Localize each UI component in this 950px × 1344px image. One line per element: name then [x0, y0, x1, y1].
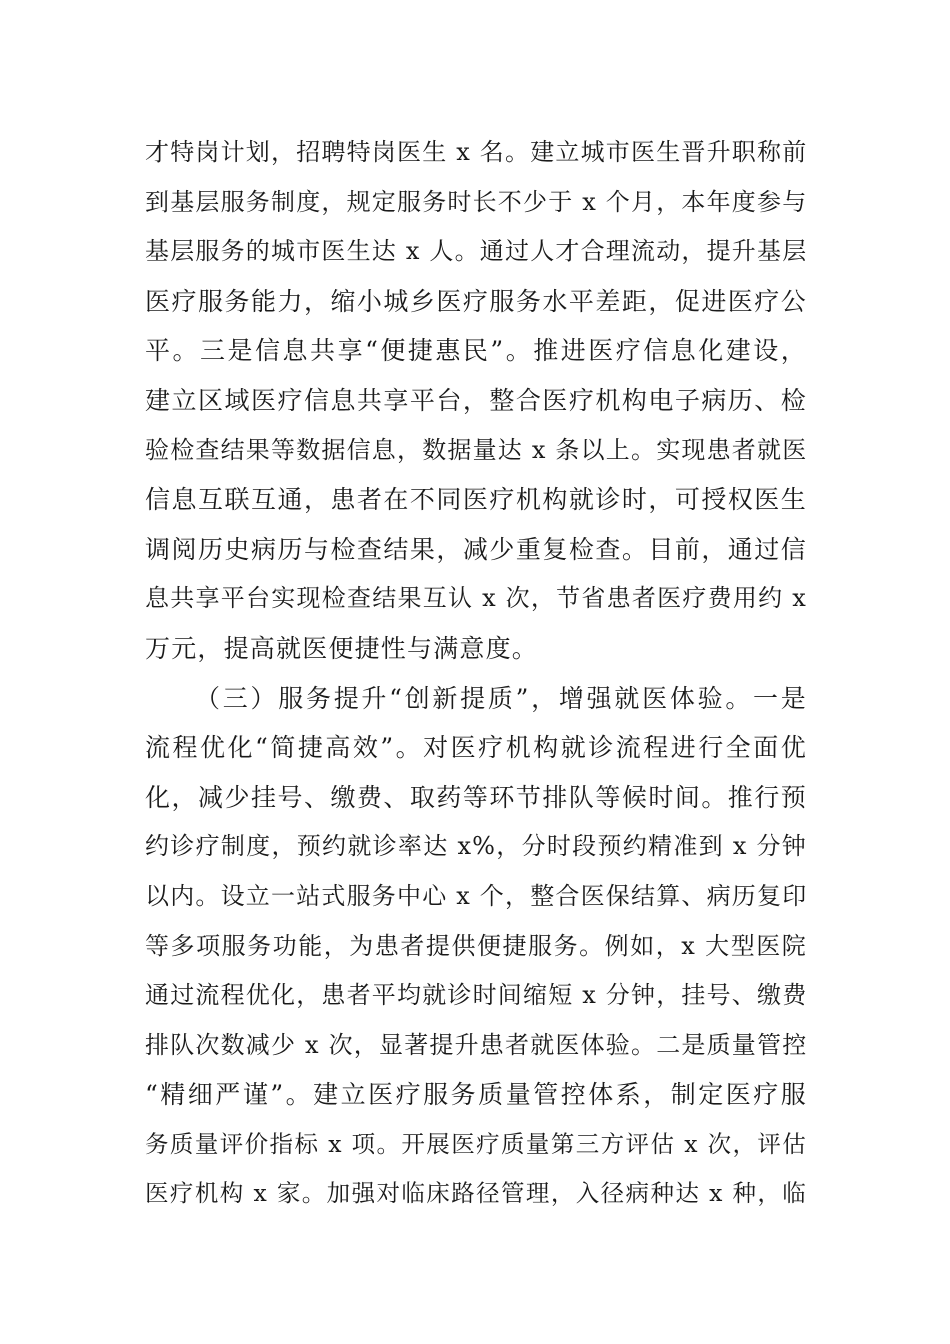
text-line: 以内。设立一站式服务中心 x 个，整合医保结算、病历复印 [145, 881, 808, 910]
text-line: 流程优化“简捷高效”。对医疗机构就诊流程进行全面优 [145, 733, 807, 763]
text-line: 务质量评价指标 x 项。开展医疗质量第三方评估 x 次，评估 [145, 1129, 807, 1158]
text-line: 验检查结果等数据信息，数据量达 x 条以上。实现患者就医 [145, 435, 808, 464]
text-line: 信息互联互通，患者在不同医疗机构就诊时，可授权医生 [145, 485, 807, 515]
text-line: 基层服务的城市医生达 x 人。通过人才合理流动，提升基层 [145, 237, 808, 266]
text-line: 化，减少挂号、缴费、取药等环节排队等候时间。推行预 [145, 782, 807, 812]
text-line: 通过流程优化，患者平均就诊时间缩短 x 分钟，挂号、缴费 [145, 981, 808, 1010]
text-line: 医疗服务能力，缩小城乡医疗服务水平差距，促进医疗公 [145, 286, 807, 316]
text-line: 息共享平台实现检查结果互认 x 次，节省患者医疗费用约 x [145, 584, 807, 613]
text-line: 排队次数减少 x 次，显著提升患者就医体验。二是质量管控 [145, 1030, 808, 1059]
text-line: 万元，提高就医便捷性与满意度。 [145, 633, 539, 663]
text-line: “精细严谨”。建立医疗服务质量管控体系，制定医疗服 [145, 1080, 807, 1110]
text-line: 平。三是信息共享“便捷惠民”。推进医疗信息化建设， [145, 336, 807, 366]
text-line: 医疗机构 x 家。加强对临床路径管理，入径病种达 x 种，临 [145, 1179, 807, 1208]
text-line: 调阅历史病历与检查结果，减少重复检查。目前，通过信 [145, 534, 807, 564]
text-line: 约诊疗制度，预约就诊率达 x%，分时段预约精准到 x 分钟 [145, 832, 807, 861]
text-line: 才特岗计划，招聘特岗医生 x 名。建立城市医生晋升职称前 [145, 138, 808, 166]
body-text [145, 128, 807, 1219]
text-line: 等多项服务功能，为患者提供便捷服务。例如，x 大型医院 [145, 931, 807, 960]
text-line: （三）服务提升“创新提质”，增强就医体验。一是 [195, 683, 807, 713]
text-line: 到基层服务制度，规定服务时长不少于 x 个月，本年度参与 [145, 187, 808, 216]
text-line: 建立区域医疗信息共享平台，整合医疗机构电子病历、检 [145, 385, 807, 415]
